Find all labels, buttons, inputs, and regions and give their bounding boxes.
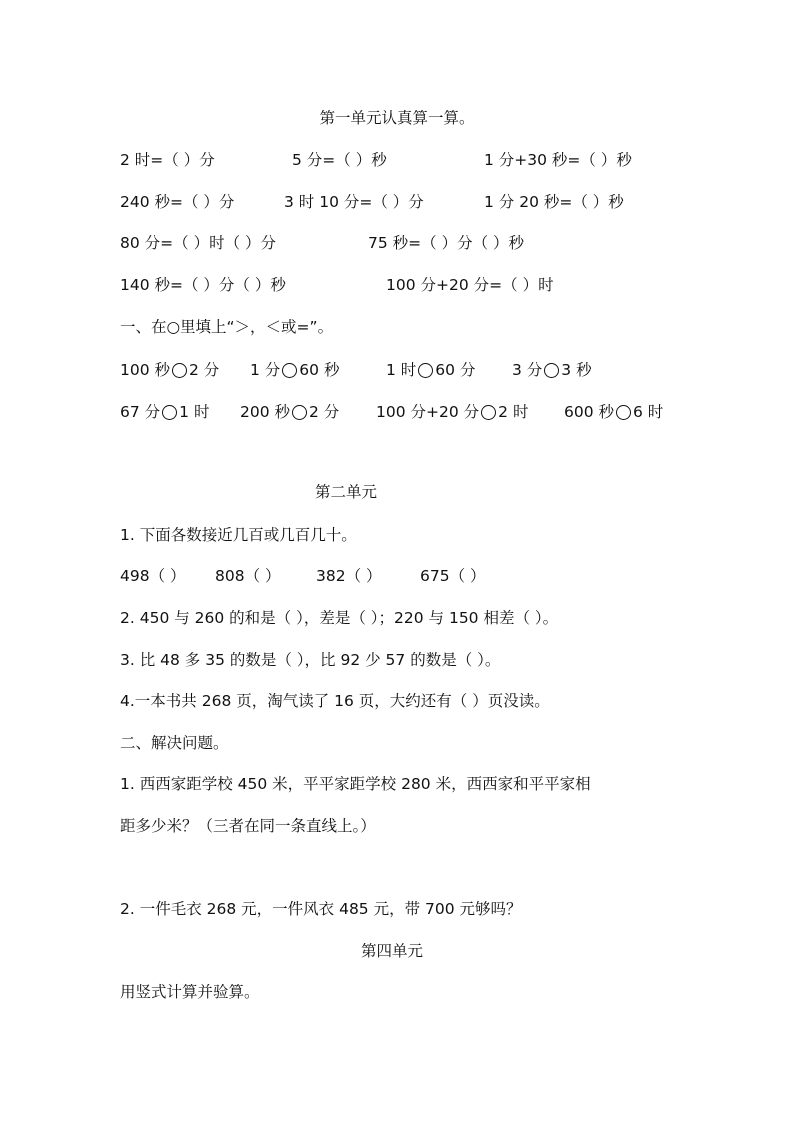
approx-item: 808（ ） (215, 567, 281, 585)
compare-item (512, 360, 592, 380)
compare-right: 6 时 (633, 403, 664, 421)
compare-item (386, 360, 475, 380)
blank-circle-icon (544, 363, 559, 378)
conversion-item: 1 分+30 秒=（ ）秒 (484, 151, 632, 169)
conversion-item: 1 分 20 秒=（ ）秒 (484, 193, 624, 211)
compare-left: 67 分 (120, 403, 161, 421)
compare-right: 3 秒 (561, 361, 592, 379)
compare-right: 1 时 (179, 403, 210, 421)
unit2-title: 第二单元 (314, 483, 377, 501)
compare-item (250, 360, 339, 380)
conversion-item: 100 分+20 分=（ ）时 (386, 276, 554, 294)
compare-left: 600 秒 (564, 403, 615, 421)
compare-left: 100 秒 (120, 361, 171, 379)
compare-item (240, 402, 339, 422)
compare-left: 1 时 (386, 361, 417, 379)
blank-circle-icon (162, 405, 177, 420)
blank-circle-icon (282, 363, 297, 378)
compare-left: 3 分 (512, 361, 543, 379)
unit2-question-1: 1. 下面各数接近几百或几百几十。 (120, 526, 357, 544)
unit2-question-4: 4.一本书共 268 页，淘气读了 16 页，大约还有（ ）页没读。 (120, 692, 550, 710)
unit2-question-3: 3. 比 48 多 35 的数是（ ），比 92 少 57 的数是（ ）。 (120, 651, 501, 669)
conversion-item: 3 时 10 分=（ ）分 (284, 193, 424, 211)
solve-problems-title: 二、解决问题。 (120, 734, 229, 752)
unit4-instruction: 用竖式计算并验算。 (120, 983, 260, 1001)
compare-item (120, 360, 219, 380)
unit1-title: 第一单元认真算一算。 (319, 109, 475, 127)
approx-item: 498（ ） (120, 567, 186, 585)
compare-right: 2 分 (309, 403, 340, 421)
compare-instruction: 一、在○里填上“＞，＜或=”。 (120, 318, 334, 336)
blank-circle-icon (616, 405, 631, 420)
conversion-item: 80 分=（ ）时（ ）分 (120, 234, 276, 252)
blank-circle-icon (292, 405, 307, 420)
approx-item: 675（ ） (420, 567, 486, 585)
solve-problem-1-line-1: 1. 西西家距学校 450 米，平平家距学校 280 米，西西家和平平家相 (120, 775, 591, 793)
compare-left: 200 秒 (240, 403, 291, 421)
conversion-item: 240 秒=（ ）分 (120, 193, 235, 211)
blank-circle-icon (172, 363, 187, 378)
compare-item (564, 402, 663, 422)
blank-circle-icon (418, 363, 433, 378)
compare-left: 1 分 (250, 361, 281, 379)
compare-right: 2 时 (498, 403, 529, 421)
compare-right: 60 秒 (299, 361, 340, 379)
compare-right: 2 分 (189, 361, 220, 379)
blank-circle-icon (481, 405, 496, 420)
compare-item (376, 402, 528, 422)
approx-item: 382（ ） (316, 567, 382, 585)
conversion-item: 140 秒=（ ）分（ ）秒 (120, 276, 286, 294)
unit4-title: 第四单元 (360, 942, 423, 960)
compare-left: 100 分+20 分 (376, 403, 480, 421)
conversion-item: 5 分=（ ）秒 (292, 151, 387, 169)
unit2-question-2: 2. 450 与 260 的和是（ ），差是（ ）；220 与 150 相差（ ）。 (120, 609, 559, 627)
compare-right: 60 分 (435, 361, 476, 379)
conversion-item: 75 秒=（ ）分（ ）秒 (368, 234, 524, 252)
solve-problem-1-line-2: 距多少米？（三者在同一条直线上。） (120, 817, 376, 835)
compare-item (120, 402, 209, 422)
solve-problem-2: 2. 一件毛衣 268 元，一件风衣 485 元，带 700 元够吗？ (120, 900, 522, 918)
conversion-item: 2 时=（ ）分 (120, 151, 215, 169)
